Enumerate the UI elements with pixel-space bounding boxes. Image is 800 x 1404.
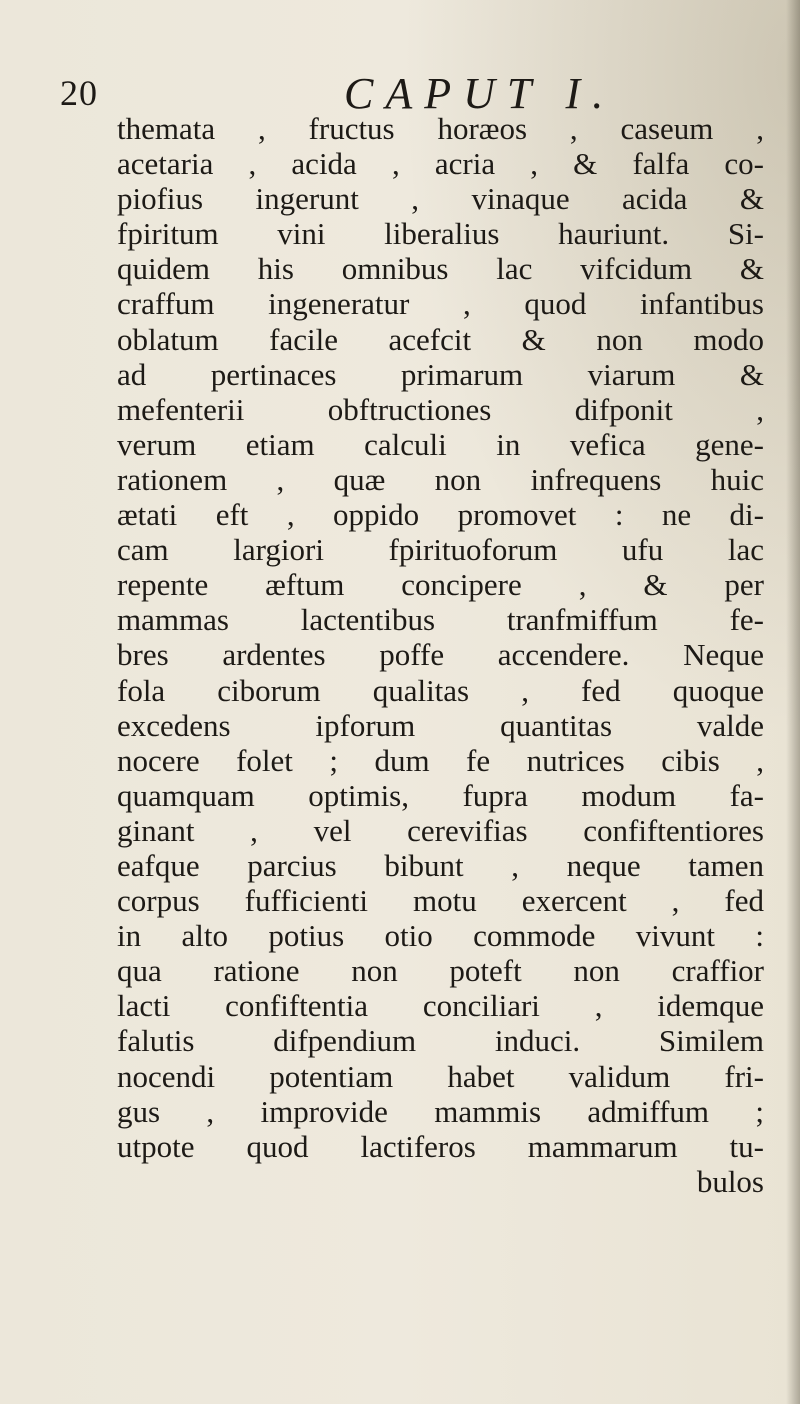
text-line: themata , fructus horæos , caseum , <box>117 111 764 146</box>
text-line: corpus fufficienti motu exercent , fed <box>117 883 764 919</box>
text-line: mefenterii obftructiones difponit , <box>117 391 764 427</box>
running-head: CAPUT I. <box>344 69 616 118</box>
text-line: bres ardentes poffe accendere. Neque <box>117 637 764 673</box>
text-line: mammas lactentibus tranfmiffum fe- <box>117 602 764 638</box>
page-number: 20 <box>60 73 98 113</box>
text-line: verum etiam calculi in vefica gene- <box>117 426 764 462</box>
page-edge-shadow <box>786 0 800 1404</box>
body-text <box>117 111 764 1199</box>
text-line: qua ratione non poteft non craffior <box>117 953 764 989</box>
text-line: ætati eft , oppido promovet : ne di- <box>117 497 764 533</box>
text-line: oblatum facile acefcit & non modo <box>117 321 764 357</box>
text-line: quidem his omnibus lac vifcidum & <box>117 251 764 287</box>
text-line: rationem , quæ non infrequens huic <box>117 461 764 497</box>
text-line: acetaria , acida , acria , & falfa co- <box>117 146 764 182</box>
text-line: quamquam optimis, fupra modum fa- <box>117 777 764 813</box>
text-line: gus , improvide mammis admiffum ; <box>117 1093 764 1129</box>
text-line: falutis difpendium induci. Similem <box>117 1023 764 1059</box>
text-line: piofius ingerunt , vinaque acida & <box>117 181 764 217</box>
text-line: ginant , vel cerevifias confiftentiores <box>117 812 764 848</box>
text-line: nocere folet ; dum fe nutrices cibis , <box>117 742 764 778</box>
text-line: eafque parcius bibunt , neque tamen <box>117 847 764 883</box>
text-line: in alto potius otio commode vivunt : <box>117 918 764 954</box>
text-line: cam largiori fpirituoforum ufu lac <box>117 532 764 568</box>
text-line: fpiritum vini liberalius hauriunt. Si- <box>117 216 764 252</box>
text-line: utpote quod lactiferos mammarum tu- <box>117 1128 764 1164</box>
text-line: ad pertinaces primarum viarum & <box>117 356 764 392</box>
text-line: craffum ingeneratur , quod infantibus <box>117 286 764 322</box>
text-line: excedens ipforum quantitas valde <box>117 707 764 743</box>
text-line: nocendi potentiam habet validum fri- <box>117 1058 764 1094</box>
text-line: repente æftum concipere , & per <box>117 567 764 603</box>
text-line: bulos <box>696 1163 764 1199</box>
text-line: fola ciborum qualitas , fed quoque <box>117 672 764 708</box>
text-line: lacti confiftentia conciliari , idemque <box>117 988 764 1024</box>
